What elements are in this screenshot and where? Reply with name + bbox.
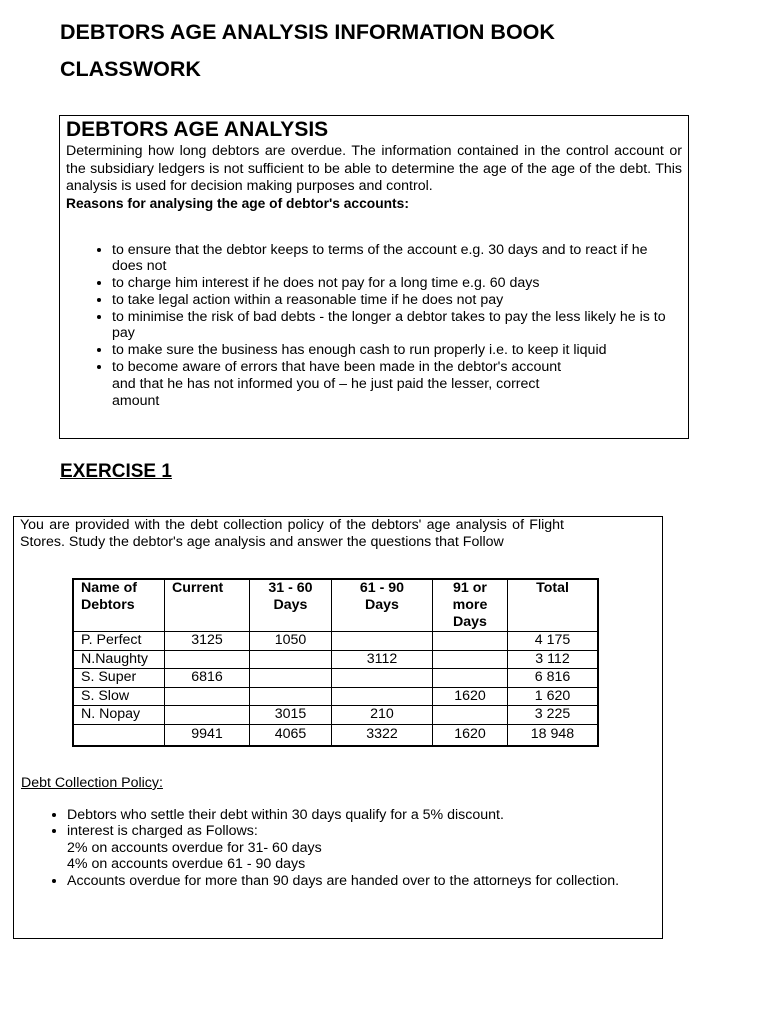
table-header-cell: Current — [165, 579, 250, 632]
section-heading: DEBTORS AGE ANALYSIS — [66, 118, 329, 141]
table-cell — [73, 724, 165, 746]
exercise-box — [13, 516, 663, 939]
table-header-cell: 91 or more Days — [433, 579, 508, 632]
policy-item — [67, 823, 627, 872]
total-cell: 4 175 — [508, 632, 599, 651]
policy-line: • interest is charged as Follows: — [67, 823, 258, 840]
reason-line: and that he has not informed you of – he just paid the lesser, correct — [112, 375, 540, 392]
debtor-name-cell: N. Nopay — [73, 706, 165, 725]
table-header-cell: Name of Debtors — [73, 579, 165, 632]
reason-item: • to ensure that the debtor keeps to terms of the account e.g. 30 days and to react if he does not — [112, 242, 682, 276]
total-cell: 3 225 — [508, 706, 599, 725]
reason-item: • to minimise the risk of bad debts - the longer a debtor takes to pay the less likely he is to pay — [112, 309, 682, 343]
reason-item: • to charge him interest if he does not pay for a long time e.g. 60 days — [112, 275, 682, 292]
debtor-name-cell: S. Slow — [73, 687, 165, 706]
reason-item — [112, 359, 682, 409]
table-row — [73, 632, 598, 651]
table-cell: 3015 — [250, 706, 332, 725]
reasons-list — [66, 242, 682, 410]
section-intro: Determining how long debtors are overdue. The information contained in the control account or the subsidiary ledgers is not sufficient to be able to determine the age of the age of the debt. This analysis is used for decision making purposes and control. — [66, 143, 682, 194]
table-cell: 3322 — [332, 724, 433, 746]
table-cell — [250, 669, 332, 688]
table-row — [73, 687, 598, 706]
total-cell: 1 620 — [508, 687, 599, 706]
table-cell — [433, 650, 508, 669]
reason-item: • to make sure the business has enough cash to run properly i.e. to keep it liquid — [112, 342, 682, 359]
table-cell: 1620 — [433, 724, 508, 746]
total-cell: 3 112 — [508, 650, 599, 669]
debtor-name-cell: S. Super — [73, 669, 165, 688]
table-row — [73, 650, 598, 669]
reasons-heading: Reasons for analysing the age of debtor's accounts: — [66, 195, 409, 211]
page-title-line-2: CLASSWORK — [60, 57, 201, 81]
table-header-row — [73, 579, 598, 632]
policy-line: 2% on accounts overdue for 31- 60 days — [67, 839, 322, 856]
table-cell: 9941 — [165, 724, 250, 746]
debtor-name-cell: P. Perfect — [73, 632, 165, 651]
table-cell — [332, 687, 433, 706]
table-cell — [433, 706, 508, 725]
age-analysis-table — [72, 578, 599, 747]
table-cell: 3125 — [165, 632, 250, 651]
table-cell — [165, 650, 250, 669]
table-header-cell: 31 - 60 Days — [250, 579, 332, 632]
policy-line: 4% on accounts overdue 61 - 90 days — [67, 856, 306, 873]
grand-total-cell: 18 948 — [508, 724, 599, 746]
table-cell: 1050 — [250, 632, 332, 651]
page-title — [60, 14, 740, 88]
table-header-cell: Total — [508, 579, 599, 632]
table-cell: 1620 — [433, 687, 508, 706]
page-title-line-1: DEBTORS AGE ANALYSIS INFORMATION BOOK — [60, 20, 555, 44]
table-cell — [250, 687, 332, 706]
reason-line: • to become aware of errors that have been made in the debtor's account — [112, 359, 562, 376]
table-totals-row — [73, 724, 598, 746]
table-cell: 210 — [332, 706, 433, 725]
table-cell — [433, 669, 508, 688]
table-row — [73, 669, 598, 688]
policy-item: • Accounts overdue for more than 90 days are handed over to the attorneys for collection. — [67, 873, 627, 889]
reason-item: • to take legal action within a reasonable time if he does not pay — [112, 292, 682, 309]
debtor-name-cell: N.Naughty — [73, 650, 165, 669]
table-cell — [332, 632, 433, 651]
table-cell — [433, 632, 508, 651]
table-row — [73, 706, 598, 725]
total-cell: 6 816 — [508, 669, 599, 688]
table-cell: 4065 — [250, 724, 332, 746]
table-cell — [332, 669, 433, 688]
table-cell — [250, 650, 332, 669]
table-cell — [165, 687, 250, 706]
exercise-intro: You are provided with the debt collection policy of the debtors' age analysis of Flight Stores. Study the debtor's age analysis and answer the questions that Follow — [20, 517, 564, 550]
table-cell: 3112 — [332, 650, 433, 669]
table-cell — [165, 706, 250, 725]
policy-list — [21, 807, 627, 889]
reason-line: amount — [112, 392, 160, 409]
policy-title: Debt Collection Policy: — [21, 775, 163, 791]
policy-item: • Debtors who settle their debt within 30 days qualify for a 5% discount. — [67, 807, 627, 823]
exercise-title: EXERCISE 1 — [60, 461, 172, 482]
age-analysis-info-box — [59, 115, 689, 439]
table-cell: 6816 — [165, 669, 250, 688]
table-header-cell: 61 - 90 Days — [332, 579, 433, 632]
